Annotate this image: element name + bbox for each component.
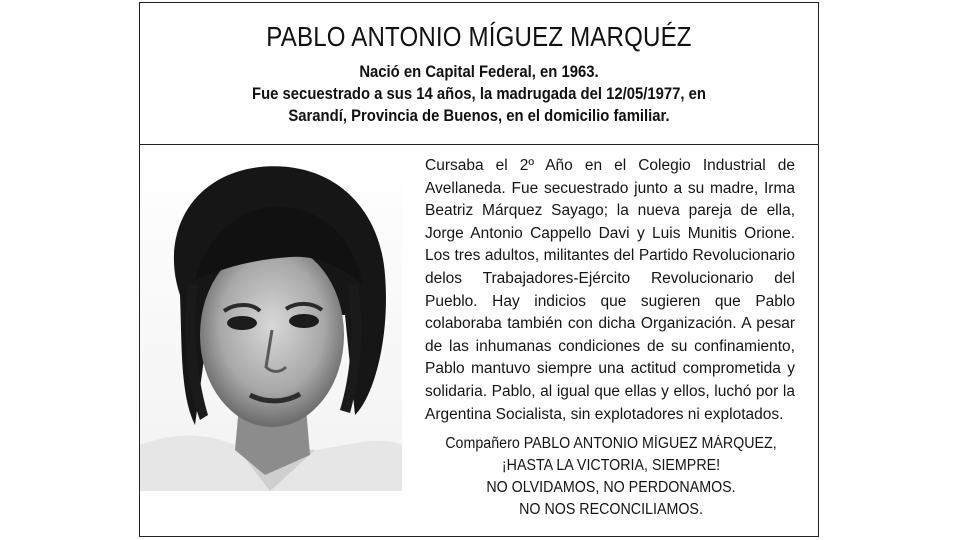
closing-line-1: Compañero PABLO ANTONIO MÍGUEZ MÁRQUEZ, (445, 435, 777, 452)
portrait-photo-icon (140, 145, 402, 491)
closing-line-3: NO OLVIDAMOS, NO PERDONAMOS. (486, 479, 736, 496)
birth-line: Nació en Capital Federal, en 1963. (359, 63, 599, 81)
closing-statement (402, 433, 820, 521)
closing-line-2: ¡HASTA LA VICTORIA, SIEMPRE! (501, 457, 721, 474)
memorial-card (139, 2, 819, 537)
card-header (140, 3, 818, 145)
closing-line-4: NO NOS RECONCILIAMOS. (519, 501, 703, 518)
person-name-title: PABLO ANTONIO MÍGUEZ MARQUÉZ (266, 21, 692, 52)
biography-paragraph: Cursaba el 2º Año en el Colegio Industrial de Avellaneda. Fue secuestrado junto a su madre, Irma Beatriz Márquez Sayago; la nueva pareja de ella, Jorge Antonio Cappello Davi y Luis Munitis Orione. Los tres adultos, militantes del Partido Revolucionario delos Trabajadores-Ejército Revolucionario del Pueblo. Hay indicios que sugieren que Pablo colaboraba también con dicha Organización. A pesar de las inhumanas condiciones de su confinamiento, Pablo mantuvo siempre una actitud comprometida y solidaria. Pablo, al igual que ellas y ellos, luchó por la Argentina Socialista, sin explotadores ni explotados. (425, 157, 795, 423)
location-line: Sarandí, Provincia de Buenos, en el domicilio familiar. (288, 107, 670, 125)
portrait-photo (140, 145, 402, 491)
kidnapping-line: Fue secuestrado a sus 14 años, la madrugada del 12/05/1977, en (252, 85, 706, 103)
